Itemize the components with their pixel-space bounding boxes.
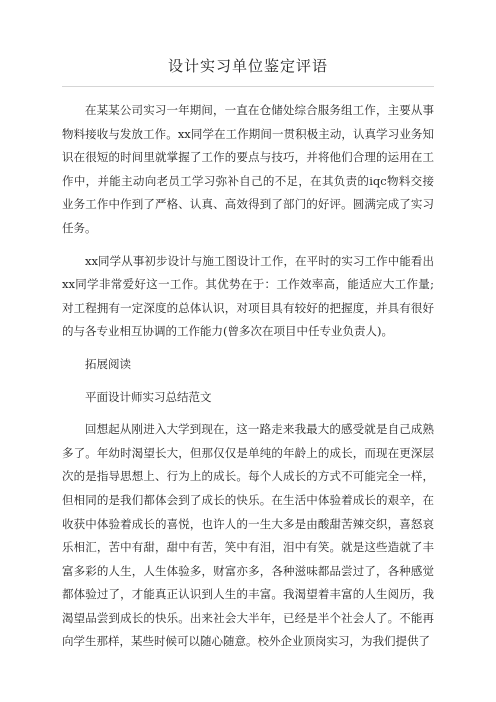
- paragraph-design-work: xx同学从事初步设计与施工图设计工作，在平时的实习工作中能看出xx同学非常爱好这一工作。其优势在于：工作效率高，能适应大工作量;对工程拥有一定深度的总体认识，对项目具有较好的把握度，并具有很好的与各专业相互协调的工作能力(曾多次在项目中任专业负责人)。: [62, 253, 434, 339]
- paragraph-internship-evaluation: 在某某公司实习一年期间，一直在仓储处综合服务组工作，主要从事物料接收与发放工作。xx同学在工作期间一贯积极主动，认真学习业务知识在很短的时间里就掌握了工作的要点与技巧，并将他们合理的运用在工作中，并能主动向老员工学习弥补自己的不足，在其负责的iqc物料交接业务工作中作到了严格、认真、高效得到了部门的好评。圆满完成了实习任务。: [62, 103, 434, 235]
- title-divider: [62, 86, 434, 87]
- paragraph-summary: 回想起从刚进入大学到现在，这一路走来我最大的感受就是自己成熟多了。年幼时渴望长大，但那仅仅是单纯的年龄上的成长，而现在更深层次的是指导思想上、行为上的成长。每个人成长的方式不可能完全一样，但相同的是我们都体会到了成长的快乐。在生活中体验着成长的艰辛，在收获中体验着成长的喜悦，也许人的一生大多是由酸甜苦辣交织，喜怒哀乐相汇，苦中有甜，甜中有苦，笑中有泪，泪中有笑。就是这些造就了丰富多彩的人生，人生体验多，财富亦多，各种滋味都品尝过了，各种感觉都体验过了，才能真正认识到人生的丰富。我渴望着丰富的人生阅历，我渴望品尝到成长的快乐。出来社会大半年，已经是半个社会人了。不能再向学生那样，某些时候可以随心随意。校外企业顶岗实习，为我们提供了: [62, 422, 434, 649]
- paragraph-section-heading: 平面设计师实习总结范文: [85, 389, 212, 404]
- document-title: 设计实习单位鉴定评语: [167, 57, 328, 75]
- paragraph-extended-reading: 拓展阅读: [85, 356, 131, 371]
